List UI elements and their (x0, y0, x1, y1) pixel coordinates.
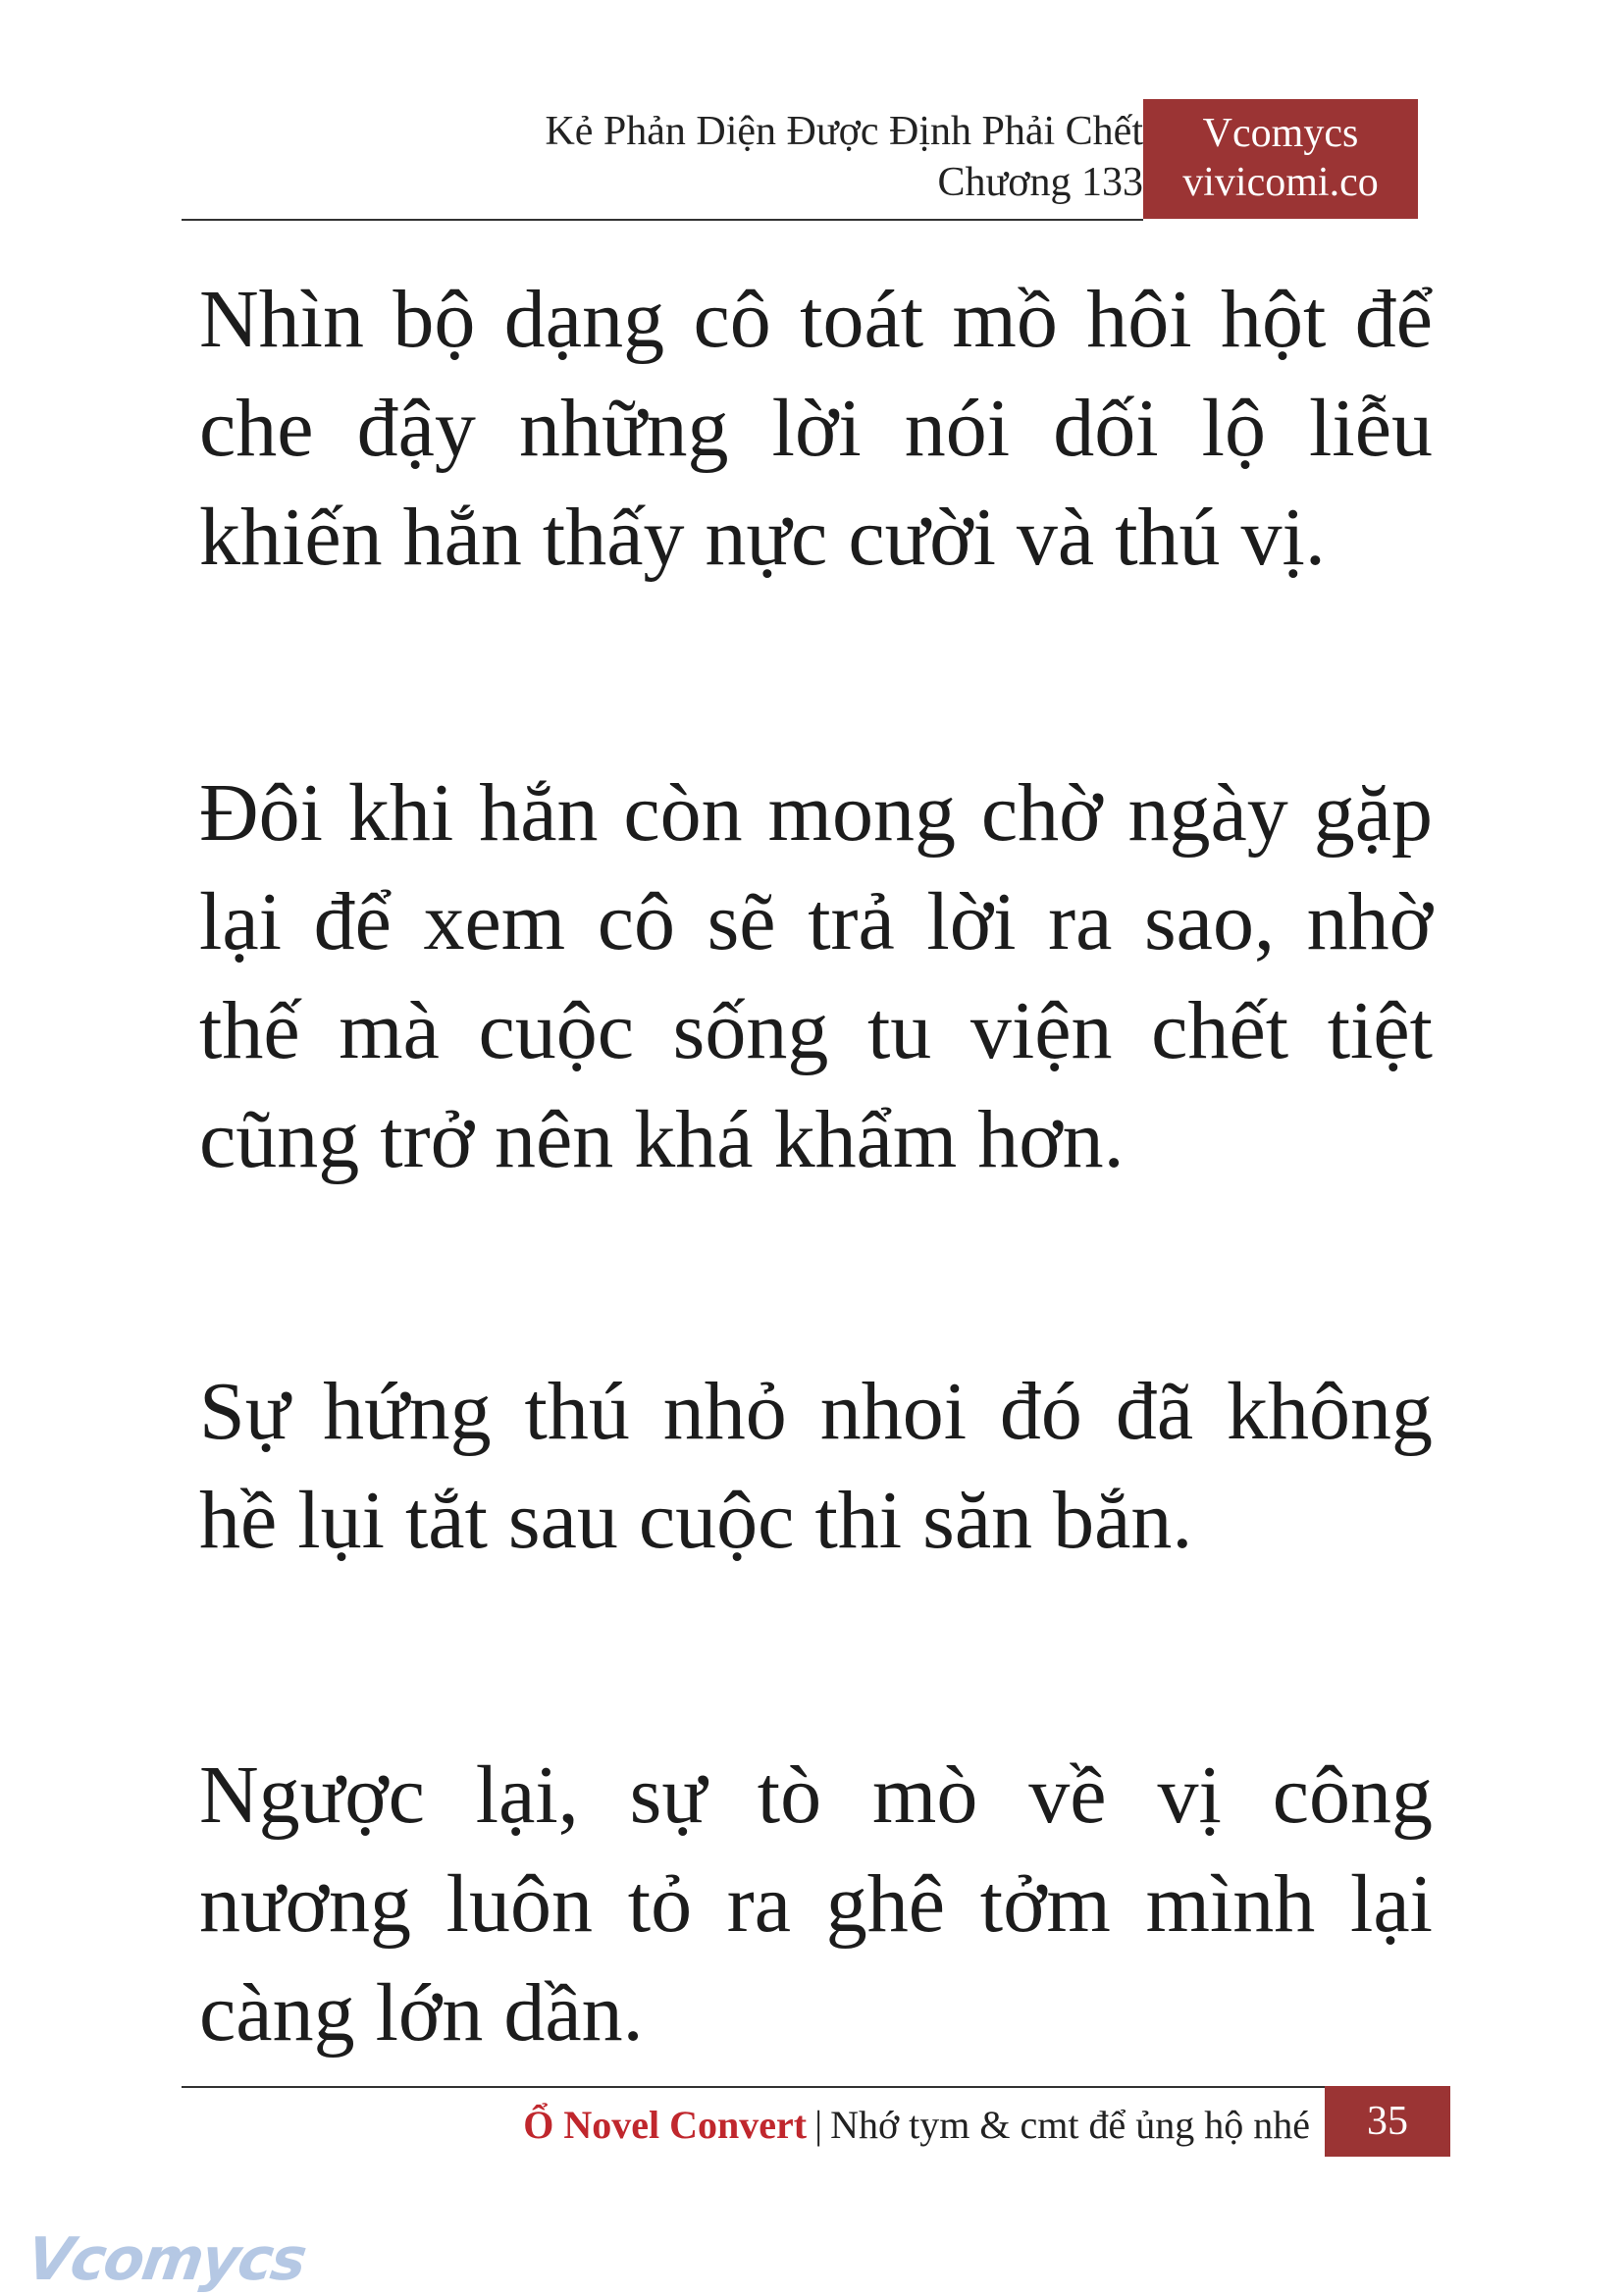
paragraph-2: Đôi khi hắn còn mong chờ ngày gặp lại để xem cô sẽ trả lời ra sao, nhờ thế mà cuộc sống tu viện chết tiệt cũng trở nên khá khẩm hơn. (199, 767, 1433, 1185)
paragraph-3: Sự hứng thú nhỏ nhoi đó đã không hề lụi tắt sau cuộc thi săn bắn. (199, 1366, 1433, 1566)
paragraph-1: Nhìn bộ dạng cô toát mồ hôi hột để che đậy những lời nói dối lộ liễu khiến hắn thấy nực cười và thú vị. (199, 274, 1433, 583)
footer-brand: Ổ Novel Convert (523, 2103, 808, 2147)
header-divider (182, 219, 1143, 221)
chapter-label: Chương 133 (937, 160, 1143, 205)
site-badge-name: Vcomycs (1202, 111, 1359, 156)
watermark-logo: Vcomycs (23, 2225, 310, 2294)
running-header (545, 106, 1143, 208)
footer-divider (182, 2086, 1325, 2088)
site-badge-url: vivicomi.co (1182, 160, 1379, 205)
book-title: Kẻ Phản Diện Được Định Phải Chết (545, 109, 1143, 154)
paragraph-4: Ngược lại, sự tò mò về vị công nương luôn tỏ ra ghê tởm mình lại càng lớn dần. (199, 1749, 1433, 2059)
footer-separator: | (814, 2103, 823, 2147)
site-badge (1143, 99, 1418, 219)
page-number: 35 (1325, 2086, 1450, 2157)
footer-line (523, 2098, 1310, 2153)
footer-message: Nhớ tym & cmt để ủng hộ nhé (830, 2103, 1310, 2147)
